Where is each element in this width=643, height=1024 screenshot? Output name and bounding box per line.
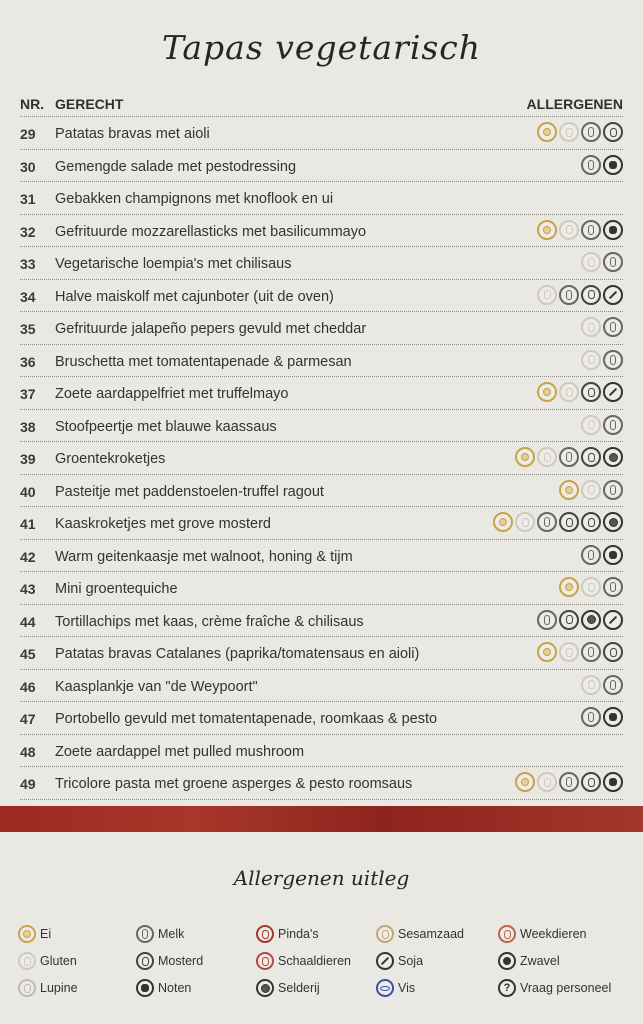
- legend-item-soja: [376, 952, 423, 970]
- dish-row: [20, 767, 623, 800]
- allergen-icons: [581, 545, 623, 565]
- soja-icon: [603, 382, 623, 402]
- dish-name: Pasteitje met paddenstoelen-truffel ragout: [55, 483, 324, 500]
- dish-name: Warm geitenkaasje met walnoot, honing & tijm: [55, 548, 353, 565]
- weekd-icon: [498, 925, 516, 943]
- soja-icon: [376, 952, 394, 970]
- dish-row: [20, 735, 623, 768]
- legend-label: Schaaldieren: [278, 954, 351, 968]
- dish-name: Gefrituurde jalapeño pepers gevuld met cheddar: [55, 321, 367, 337]
- dish-number: 48: [20, 743, 36, 760]
- dish-number: 30: [20, 158, 36, 175]
- dish-number: 33: [20, 256, 36, 272]
- allergen-icons: [581, 415, 623, 435]
- vis-icon: [376, 979, 394, 997]
- melk-icon: [603, 577, 623, 597]
- dish-name: Zoete aardappelfriet met truffelmayo: [55, 386, 289, 402]
- legend-label: Sesamzaad: [398, 927, 465, 941]
- dish-number: 45: [20, 646, 36, 662]
- mosterd-icon: [603, 642, 623, 662]
- allergen-icons: [559, 577, 623, 597]
- dish-row: [20, 637, 623, 670]
- soja-icon: [603, 610, 623, 630]
- gluten-icon: [537, 285, 557, 305]
- allergen-icons: [515, 447, 623, 467]
- soja-icon: [603, 285, 623, 305]
- ei-icon: [537, 122, 557, 142]
- legend-item-pinda: [256, 925, 319, 943]
- allergen-icons: [493, 512, 623, 532]
- mosterd-icon: [136, 952, 154, 970]
- dish-row: [20, 702, 623, 735]
- melk-icon: [581, 122, 601, 142]
- selderij-icon: [581, 610, 601, 630]
- legend-label: Pinda's: [278, 927, 319, 941]
- gluten-icon: [581, 480, 601, 500]
- dish-number: 41: [20, 516, 36, 532]
- dish-name: Tortillachips met kaas, crème fraîche & chilisaus: [55, 613, 364, 630]
- noten-icon: [603, 772, 623, 792]
- allergen-icons: [581, 317, 623, 337]
- dish-number: 36: [20, 353, 36, 370]
- dish-row: [20, 345, 623, 378]
- legend-label: Melk: [158, 927, 185, 941]
- gluten-icon: [18, 952, 36, 970]
- ei-icon: [537, 220, 557, 240]
- dish-number: 44: [20, 613, 36, 630]
- dish-name: Gemengde salade met pestodressing: [55, 158, 297, 175]
- melk-icon: [559, 285, 579, 305]
- legend-item-zwavel: [498, 952, 560, 970]
- legend-label: Vis: [398, 981, 416, 995]
- ei-icon: [18, 925, 36, 943]
- dish-row: [20, 150, 623, 183]
- decorative-band: [0, 806, 643, 832]
- dish-name: Patatas bravas met aioli: [55, 126, 210, 142]
- dish-row: [20, 280, 623, 313]
- legend-label: Noten: [158, 981, 192, 995]
- gluten-icon: [559, 122, 579, 142]
- noten-icon: [603, 155, 623, 175]
- melk-icon: [136, 925, 154, 943]
- dish-row: [20, 540, 623, 573]
- allergen-icons: [537, 285, 623, 305]
- selderij-icon: [603, 512, 623, 532]
- legend-item-vraag: [498, 979, 611, 997]
- melk-icon: [581, 707, 601, 727]
- allergen-icons: [581, 252, 623, 272]
- dish-row: [20, 670, 623, 703]
- dish-name: Bruschetta met tomatentapenade & parmesan: [55, 353, 352, 370]
- legend-label: Gluten: [40, 954, 77, 968]
- legend-label: Ei: [40, 927, 52, 941]
- schaal-icon: [256, 952, 274, 970]
- header-nr: NR.: [20, 96, 45, 112]
- dish-number: 42: [20, 548, 36, 565]
- legend-item-mosterd: [136, 952, 203, 970]
- dish-name: Groentekroketjes: [55, 451, 166, 467]
- legend-item-vis: [376, 979, 415, 997]
- allergen-icons: [537, 382, 623, 402]
- ei-icon: [515, 772, 535, 792]
- dish-row: [20, 572, 623, 605]
- dish-name: Gebakken champignons met knoflook en ui: [55, 191, 334, 207]
- gluten-icon: [581, 317, 601, 337]
- melk-icon: [603, 350, 623, 370]
- legend-label: Zwavel: [520, 954, 560, 968]
- legend-title: Allergenen uitleg: [233, 866, 410, 890]
- legend-label: Selderij: [278, 981, 320, 995]
- allergen-icons: [581, 675, 623, 695]
- dish-name: Patatas bravas Catalanes (paprika/tomatensaus en aioli): [55, 646, 420, 662]
- dish-number: 37: [20, 386, 36, 402]
- ei-icon: [493, 512, 513, 532]
- noten-icon: [136, 979, 154, 997]
- ei-icon: [515, 447, 535, 467]
- dish-number: 49: [20, 776, 36, 792]
- melk-icon: [603, 415, 623, 435]
- dish-name: Kaasplankje van "de Weypoort": [55, 678, 258, 695]
- legend-item-lupine: [18, 979, 78, 997]
- dish-number: 40: [20, 483, 36, 500]
- dish-name: Kaaskroketjes met grove mosterd: [55, 516, 271, 532]
- allergen-icons: [537, 642, 623, 662]
- gluten-icon: [581, 350, 601, 370]
- legend-item-gluten: [18, 952, 77, 970]
- dish-row: [20, 215, 623, 248]
- legend-item-schaal: [256, 952, 351, 970]
- mosterd-icon: [581, 447, 601, 467]
- pinda-icon: [256, 925, 274, 943]
- gluten-icon: [581, 252, 601, 272]
- mosterd-icon: [603, 122, 623, 142]
- legend-item-ei: [18, 925, 51, 943]
- gluten-icon: [537, 447, 557, 467]
- allergen-icons: [581, 350, 623, 370]
- dish-number: 31: [20, 191, 36, 207]
- melk-icon: [559, 447, 579, 467]
- dish-name: Portobello gevuld met tomatentapenade, roomkaas & pesto: [55, 711, 438, 727]
- dish-number: 43: [20, 581, 36, 597]
- legend-item-selderij: [256, 979, 320, 997]
- allergen-icons: [581, 707, 623, 727]
- dish-row: [20, 410, 623, 443]
- allergen-icons: [581, 155, 623, 175]
- dish-name: Stoofpeertje met blauwe kaassaus: [55, 418, 277, 435]
- melk-icon: [581, 545, 601, 565]
- sesam-icon: [376, 925, 394, 943]
- selderij-icon: [256, 979, 274, 997]
- header-allergenen: ALLERGENEN: [526, 96, 623, 112]
- ei-icon: [559, 577, 579, 597]
- gluten-icon: [537, 772, 557, 792]
- dish-number: 47: [20, 711, 36, 727]
- dish-list: [20, 116, 623, 800]
- dish-number: 29: [20, 126, 36, 142]
- gluten-icon: [581, 415, 601, 435]
- lupine-icon: [18, 979, 36, 997]
- dish-name: Gefrituurde mozzarellasticks met basilicummayo: [55, 223, 367, 240]
- legend-label: Weekdieren: [520, 927, 587, 941]
- dish-row: [20, 507, 623, 540]
- table-header: [20, 96, 623, 116]
- legend-item-sesam: [376, 925, 464, 943]
- dish-number: 39: [20, 451, 36, 467]
- mosterd-icon: [581, 512, 601, 532]
- melk-icon: [537, 512, 557, 532]
- gluten-icon: [515, 512, 535, 532]
- vraag-icon: [498, 979, 516, 997]
- mosterd-icon: [559, 512, 579, 532]
- dish-row: [20, 182, 623, 215]
- dish-number: 34: [20, 288, 36, 305]
- allergen-icons: [559, 480, 623, 500]
- gluten-icon: [559, 382, 579, 402]
- dish-number: 38: [20, 418, 36, 435]
- mosterd-icon: [581, 382, 601, 402]
- dish-name: Halve maiskolf met cajunboter (uit de oven): [55, 288, 334, 305]
- legend-item-noten: [136, 979, 191, 997]
- melk-icon: [581, 220, 601, 240]
- dish-row: [20, 247, 623, 280]
- allergen-icons: [537, 220, 623, 240]
- melk-icon: [537, 610, 557, 630]
- gluten-icon: [559, 220, 579, 240]
- legend-label: Mosterd: [158, 954, 204, 968]
- gluten-icon: [581, 675, 601, 695]
- dish-name: Mini groentequiche: [55, 581, 178, 597]
- page-title: Tapas vegetarisch: [161, 28, 482, 67]
- dish-number: 46: [20, 678, 36, 695]
- selderij-icon: [603, 447, 623, 467]
- noten-icon: [603, 707, 623, 727]
- dish-row: [20, 377, 623, 410]
- mosterd-icon: [559, 610, 579, 630]
- mosterd-icon: [581, 772, 601, 792]
- allergen-icons: [537, 610, 623, 630]
- dish-name: Zoete aardappel met pulled mushroom: [55, 743, 305, 760]
- ei-icon: [559, 480, 579, 500]
- dish-row: [20, 442, 623, 475]
- legend-label: Soja: [398, 954, 424, 968]
- header-gerecht: GERECHT: [55, 96, 124, 112]
- dish-name: Vegetarische loempia's met chilisaus: [55, 256, 292, 272]
- gluten-icon: [581, 577, 601, 597]
- melk-icon: [559, 772, 579, 792]
- noten-icon: [603, 545, 623, 565]
- melk-icon: [603, 252, 623, 272]
- melk-icon: [603, 675, 623, 695]
- zwavel-icon: [498, 952, 516, 970]
- melk-icon: [581, 155, 601, 175]
- legend-label: Vraag personeel: [520, 981, 612, 995]
- ei-icon: [537, 382, 557, 402]
- melk-icon: [603, 317, 623, 337]
- dish-number: 32: [20, 223, 36, 240]
- dish-name: Tricolore pasta met groene asperges & pesto roomsaus: [55, 776, 413, 792]
- gluten-icon: [559, 642, 579, 662]
- mosterd-icon: [581, 285, 601, 305]
- noten-icon: [603, 220, 623, 240]
- dish-number: 35: [20, 321, 36, 337]
- dish-row: [20, 605, 623, 638]
- allergen-icons: [537, 122, 623, 142]
- dish-row: [20, 475, 623, 508]
- legend-item-weekd: [498, 925, 586, 943]
- dish-row: [20, 312, 623, 345]
- legend-item-melk: [136, 925, 184, 943]
- allergen-icons: [515, 772, 623, 792]
- melk-icon: [603, 480, 623, 500]
- dish-row: [20, 116, 623, 150]
- melk-icon: [581, 642, 601, 662]
- ei-icon: [537, 642, 557, 662]
- legend-label: Lupine: [40, 981, 78, 995]
